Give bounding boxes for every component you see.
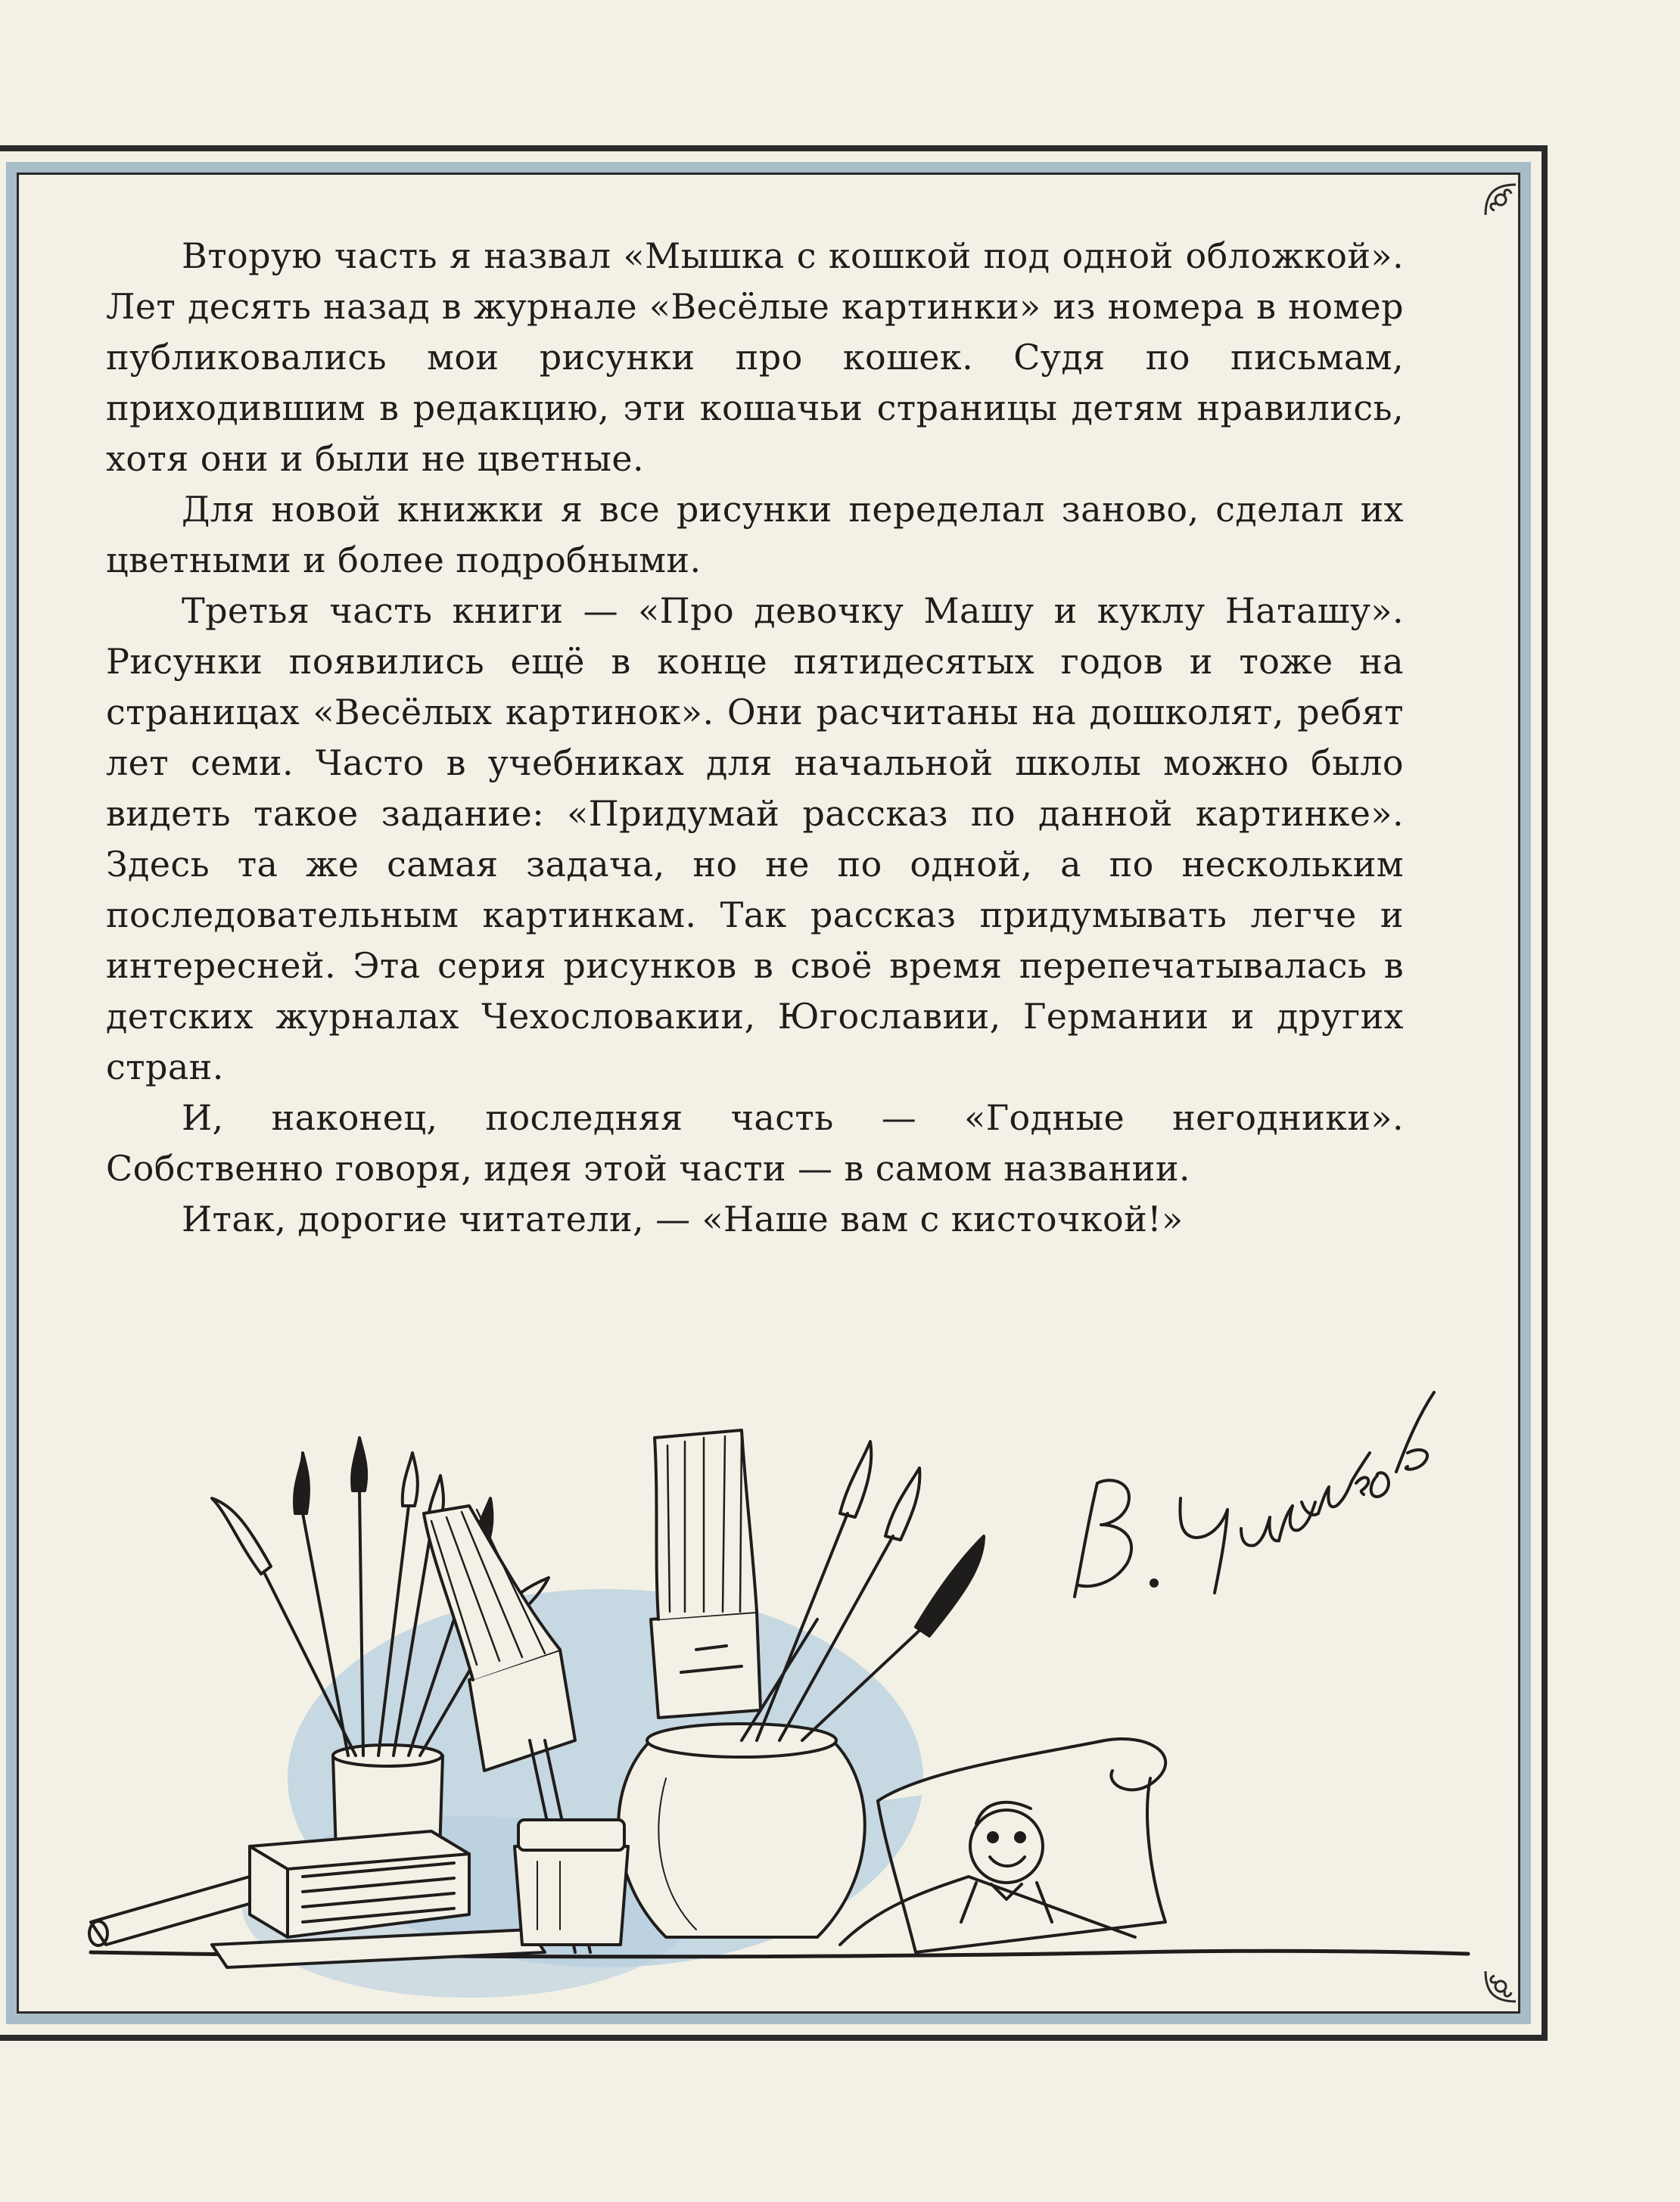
paragraph-closing: Итак, дорогие читатели, — «Наше вам с кисточкой!» [182,1199,1184,1239]
corner-ornament-top-right [1479,179,1522,221]
corner-ornament-bottom-right [1479,1965,1522,2008]
brushes-illustration [76,1423,1483,1998]
paragraph-redrawn: Для новой книжки я все рисунки переделал заново, сделал их цветными и более подробными. [106,489,1404,580]
body-text [106,231,1404,1245]
paragraph-last-part: И, наконец, последняя часть — «Годные негодники». Собственно говоря, идея этой части — в самом названии. [106,1097,1404,1189]
paragraph-part-three: Третья часть книги — «Про девочку Машу и куклу Наташу». Рисунки появились ещё в конце пятидесятых годов и тоже на страницах «Весёлых картинок». Они расчитаны на дошколят, ребят лет семи. Часто в учебниках для начальной школы можно было видеть такое задание: «Придумай рассказ по данной картинке». Здесь та же самая задача, но не по одной, а по нескольким последовательным картинкам. Так рассказ придумывать легче и интересней. Эта серия рисунков в своё время перепечатывалась в детских журналах Чехословакии, Югославии, Германии и других стран. [106,590,1404,1087]
paragraph-part-two: Вторую часть я назвал «Мышка с кошкой под одной обложкой». Лет десять назад в журнале «Весёлые картинки» из номера в номер публиковались мои рисунки про кошек. Судя по письмам, приходившим в редакцию, эти кошачьи страницы детям нравились, хотя они и были не цветные. [106,235,1404,479]
